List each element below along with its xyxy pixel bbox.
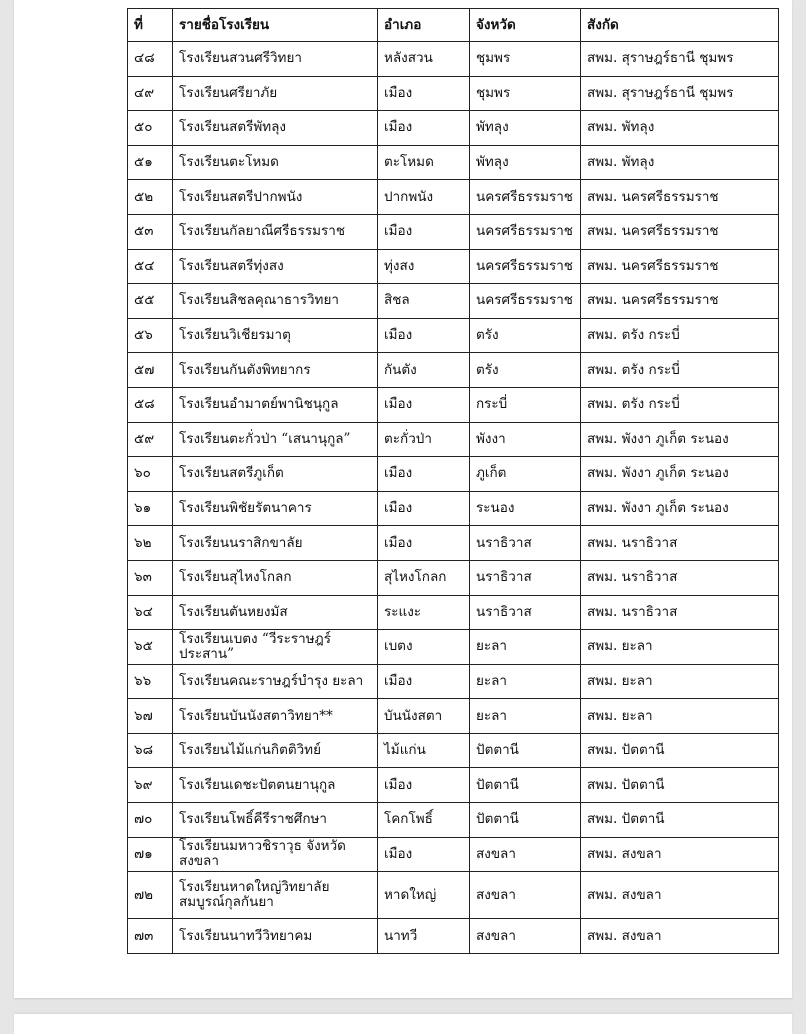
cell-school-name: โรงเรียนตันหยงมัส [173, 595, 378, 630]
cell-affiliation: สพม. พัทลุง [581, 111, 779, 146]
cell-no: ๕๕ [128, 284, 173, 319]
table-row [128, 353, 779, 388]
cell-affiliation: สพม. ตรัง กระบี่ [581, 318, 779, 353]
cell-district: เมือง [378, 768, 470, 803]
cell-affiliation: สพม. นราธิวาส [581, 526, 779, 561]
table-row [128, 318, 779, 353]
cell-school-name: โรงเรียนคณะราษฎร์บำรุง ยะลา [173, 664, 378, 699]
table-row [128, 180, 779, 215]
header-province: จังหวัด [470, 9, 581, 42]
cell-district: ตะกั่วป่า [378, 422, 470, 457]
cell-school-name: โรงเรียนโพธิ์คีรีราชศึกษา [173, 803, 378, 838]
cell-no: ๕๙ [128, 422, 173, 457]
cell-province: ระนอง [470, 491, 581, 526]
cell-affiliation: สพม. พังงา ภูเก็ต ระนอง [581, 422, 779, 457]
cell-province: ยะลา [470, 664, 581, 699]
cell-affiliation: สพม. นครศรีธรรมราช [581, 180, 779, 215]
cell-school-name: โรงเรียนสตรีปากพนัง [173, 180, 378, 215]
cell-district: เมือง [378, 214, 470, 249]
cell-affiliation: สพม. นครศรีธรรมราช [581, 249, 779, 284]
cell-no: ๖๔ [128, 595, 173, 630]
cell-affiliation: สพม. พังงา ภูเก็ต ระนอง [581, 491, 779, 526]
cell-affiliation: สพม. ยะลา [581, 699, 779, 734]
cell-affiliation: สพม. พังงา ภูเก็ต ระนอง [581, 457, 779, 492]
table-row [128, 526, 779, 561]
table-row [128, 837, 779, 872]
cell-no: ๖๙ [128, 768, 173, 803]
cell-district: กันตัง [378, 353, 470, 388]
cell-province: กระบี่ [470, 387, 581, 422]
cell-district: เมือง [378, 387, 470, 422]
cell-province: นครศรีธรรมราช [470, 284, 581, 319]
cell-school-name: โรงเรียนสิชลคุณาธารวิทยา [173, 284, 378, 319]
cell-district: เมือง [378, 526, 470, 561]
cell-school-name: โรงเรียนอำมาตย์พานิชนุกูล [173, 387, 378, 422]
cell-school-name: โรงเรียนเดชะปัตตนยานุกูล [173, 768, 378, 803]
cell-affiliation: สพม. สงขลา [581, 837, 779, 872]
cell-district: ปากพนัง [378, 180, 470, 215]
cell-affiliation: สพม. นครศรีธรรมราช [581, 214, 779, 249]
cell-school-name: โรงเรียนนาทวีวิทยาคม [173, 919, 378, 954]
table-row [128, 387, 779, 422]
cell-district: เบตง [378, 630, 470, 665]
table-row [128, 560, 779, 595]
cell-no: ๗๐ [128, 803, 173, 838]
cell-no: ๗๒ [128, 872, 173, 919]
cell-no: ๖๕ [128, 630, 173, 665]
cell-no: ๕๗ [128, 353, 173, 388]
cell-affiliation: สพม. นครศรีธรรมราช [581, 284, 779, 319]
cell-province: ปัตตานี [470, 733, 581, 768]
table-body [128, 42, 779, 954]
cell-province: ยะลา [470, 699, 581, 734]
cell-district: สุไหงโกลก [378, 560, 470, 595]
table-row [128, 42, 779, 77]
cell-school-name: โรงเรียนสตรีภูเก็ต [173, 457, 378, 492]
cell-school-name: โรงเรียนพิชัยรัตนาคาร [173, 491, 378, 526]
cell-province: ตรัง [470, 353, 581, 388]
cell-affiliation: สพม. สงขลา [581, 919, 779, 954]
cell-affiliation: สพม. นราธิวาส [581, 560, 779, 595]
cell-province: ชุมพร [470, 76, 581, 111]
cell-province: นราธิวาส [470, 526, 581, 561]
table-row [128, 284, 779, 319]
cell-no: ๕๖ [128, 318, 173, 353]
cell-school-name: โรงเรียนศรียาภัย [173, 76, 378, 111]
header-district: อำเภอ [378, 9, 470, 42]
cell-province: นราธิวาส [470, 595, 581, 630]
cell-district: เมือง [378, 111, 470, 146]
cell-no: ๖๘ [128, 733, 173, 768]
table-row [128, 733, 779, 768]
cell-school-name: โรงเรียนตะกั่วป่า “เสนานุกูล” [173, 422, 378, 457]
cell-district: นาทวี [378, 919, 470, 954]
table-row [128, 595, 779, 630]
cell-district: บันนังสตา [378, 699, 470, 734]
cell-province: ปัตตานี [470, 803, 581, 838]
header-affiliation: สังกัด [581, 9, 779, 42]
cell-no: ๔๙ [128, 76, 173, 111]
cell-affiliation: สพม. ปัตตานี [581, 803, 779, 838]
cell-school-name: โรงเรียนบันนังสตาวิทยา** [173, 699, 378, 734]
cell-affiliation: สพม. สุราษฎร์ธานี ชุมพร [581, 76, 779, 111]
cell-province: สงขลา [470, 837, 581, 872]
cell-district: ระแงะ [378, 595, 470, 630]
cell-district: หาดใหญ่ [378, 872, 470, 919]
cell-district: เมือง [378, 318, 470, 353]
cell-province: พังงา [470, 422, 581, 457]
cell-no: ๖๐ [128, 457, 173, 492]
cell-school-name: โรงเรียนสตรีทุ่งสง [173, 249, 378, 284]
cell-no: ๕๘ [128, 387, 173, 422]
cell-no: ๖๑ [128, 491, 173, 526]
cell-province: ตรัง [470, 318, 581, 353]
cell-province: ยะลา [470, 630, 581, 665]
table-row [128, 457, 779, 492]
schools-table [127, 8, 779, 954]
cell-district: เมือง [378, 837, 470, 872]
cell-school-name: โรงเรียนมหาวชิราวุธ จังหวัดสงขลา [173, 837, 378, 872]
table-row [128, 768, 779, 803]
cell-province: พัทลุง [470, 145, 581, 180]
cell-no: ๗๑ [128, 837, 173, 872]
cell-no: ๗๓ [128, 919, 173, 954]
cell-affiliation: สพม. ปัตตานี [581, 733, 779, 768]
cell-affiliation: สพม. พัทลุง [581, 145, 779, 180]
table-row [128, 249, 779, 284]
cell-school-name: โรงเรียนไม้แก่นกิตติวิทย์ [173, 733, 378, 768]
cell-no: ๕๔ [128, 249, 173, 284]
next-page-edge [14, 1014, 792, 1034]
document-page [14, 0, 792, 998]
cell-province: พัทลุง [470, 111, 581, 146]
table-row [128, 422, 779, 457]
cell-district: เมือง [378, 76, 470, 111]
cell-school-name: โรงเรียนสุไหงโกลก [173, 560, 378, 595]
cell-no: ๖๒ [128, 526, 173, 561]
cell-affiliation: สพม. สงขลา [581, 872, 779, 919]
table-row [128, 630, 779, 665]
cell-school-name: โรงเรียนเบตง “วีระราษฎร์ประสาน” [173, 630, 378, 665]
cell-province: นราธิวาส [470, 560, 581, 595]
table-row [128, 214, 779, 249]
cell-province: นครศรีธรรมราช [470, 180, 581, 215]
table-row [128, 111, 779, 146]
cell-affiliation: สพม. นราธิวาส [581, 595, 779, 630]
cell-district: เมือง [378, 491, 470, 526]
table-row [128, 919, 779, 954]
table-row [128, 803, 779, 838]
cell-no: ๕๐ [128, 111, 173, 146]
cell-no: ๕๓ [128, 214, 173, 249]
cell-school-name: โรงเรียนสวนศรีวิทยา [173, 42, 378, 77]
table-header-row [128, 9, 779, 42]
table-row [128, 664, 779, 699]
cell-district: ตะโหมด [378, 145, 470, 180]
cell-school-name: โรงเรียนหาดใหญ่วิทยาลัยสมบูรณ์กุลกันยา [173, 872, 378, 919]
cell-district: เมือง [378, 664, 470, 699]
cell-province: สงขลา [470, 919, 581, 954]
cell-school-name: โรงเรียนวิเชียรมาตุ [173, 318, 378, 353]
cell-district: โคกโพธิ์ [378, 803, 470, 838]
cell-affiliation: สพม. ยะลา [581, 630, 779, 665]
cell-district: ทุ่งสง [378, 249, 470, 284]
table-row [128, 76, 779, 111]
table-row [128, 145, 779, 180]
header-school-name: รายชื่อโรงเรียน [173, 9, 378, 42]
cell-province: ชุมพร [470, 42, 581, 77]
cell-school-name: โรงเรียนตะโหมด [173, 145, 378, 180]
header-no: ที่ [128, 9, 173, 42]
cell-province: นครศรีธรรมราช [470, 214, 581, 249]
cell-no: ๕๒ [128, 180, 173, 215]
cell-district: ไม้แก่น [378, 733, 470, 768]
cell-no: ๔๘ [128, 42, 173, 77]
cell-province: ภูเก็ต [470, 457, 581, 492]
cell-school-name: โรงเรียนกัลยาณีศรีธรรมราช [173, 214, 378, 249]
cell-province: สงขลา [470, 872, 581, 919]
cell-district: หลังสวน [378, 42, 470, 77]
cell-no: ๖๖ [128, 664, 173, 699]
cell-no: ๕๑ [128, 145, 173, 180]
cell-district: สิชล [378, 284, 470, 319]
cell-affiliation: สพม. ปัตตานี [581, 768, 779, 803]
cell-school-name: โรงเรียนกันตังพิทยากร [173, 353, 378, 388]
cell-affiliation: สพม. ตรัง กระบี่ [581, 353, 779, 388]
table-row [128, 872, 779, 919]
cell-affiliation: สพม. ยะลา [581, 664, 779, 699]
cell-affiliation: สพม. ตรัง กระบี่ [581, 387, 779, 422]
cell-province: ปัตตานี [470, 768, 581, 803]
cell-district: เมือง [378, 457, 470, 492]
cell-no: ๖๓ [128, 560, 173, 595]
cell-no: ๖๗ [128, 699, 173, 734]
table-row [128, 699, 779, 734]
cell-affiliation: สพม. สุราษฎร์ธานี ชุมพร [581, 42, 779, 77]
cell-school-name: โรงเรียนนราสิกขาลัย [173, 526, 378, 561]
cell-school-name: โรงเรียนสตรีพัทลุง [173, 111, 378, 146]
table-row [128, 491, 779, 526]
cell-province: นครศรีธรรมราช [470, 249, 581, 284]
